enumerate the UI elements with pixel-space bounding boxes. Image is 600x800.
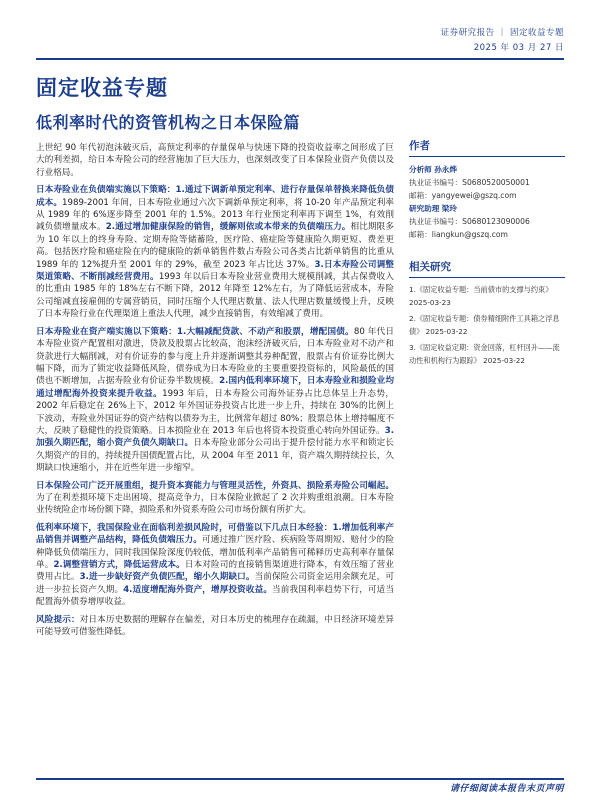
- author-name: 梁玲: [441, 204, 457, 213]
- main-body: [36, 142, 394, 643]
- author-email-link[interactable]: 邮箱：liangkun@gszq.com: [409, 230, 508, 239]
- restructuring-text: 为了在利差损环境下走出困境、提高竞争力，日本保险业掀起了 2 次并购重组浪潮。日本寿险业传统险企市场份额下降，损险系和外资系寿险公司市场份额有所扩大。: [36, 492, 394, 516]
- lessons-paragraph: [36, 522, 394, 609]
- author-title-row: [409, 163, 565, 176]
- lessons-bold-1: 低利率环境下，我国保险业在面临利差损风险时，可借鉴以下几点日本经验：1.增加低利率产品销售并调整产品结构，降低负债端压力。: [36, 522, 394, 546]
- author-name: 孙永烨: [434, 165, 457, 174]
- author-email-link[interactable]: 邮箱：yangyewei@gszq.com: [409, 191, 517, 200]
- asset-paragraph: [36, 326, 394, 475]
- risk-paragraph: [36, 614, 394, 639]
- liability-text-1: 1989-2001 年间，日本寿险业通过六次下调新单预定利率，将 10-20 年产品预定利率从 1989 年的 6%逐步降至 2001 年的 1.5%。2013 年行业预定利率再下调至 1%，有效削减负债增量成本。: [36, 197, 394, 233]
- asset-text-1: 80 年代日本寿险业资产配置相对激进，贷款及股票占比较高，泡沫经济破灭后，日本寿险业对不动产和贷款进行大幅削减，对有价证券的参与度上升并逐渐调整其券种配置，股票占有价证券比例大幅下降，而为了锁定收益降低风险，债券成为日本寿险业的主要重要投资标的，风险最低的国债也不断增加，占据寿险业有价证券半数规模。: [36, 326, 394, 387]
- liability-bold-1: 日本寿险业在负债端实施以下策略：1.通过下调新单预定利率、进行存量保单替换来降低负债成本。: [36, 185, 394, 208]
- lessons-text-1: 可通过推广医疗险、疾病险等周期短、赔付少的险种降低负债端压力，同时我国保险深度仍较低，增加低利率产品销售可稀释历史高利率存量保单。: [36, 535, 394, 570]
- risk-bold: 风险提示：: [36, 614, 80, 625]
- related-heading: 相关研究: [409, 259, 565, 278]
- related-report-link[interactable]: 1.《固定收益专题：当前债市的支撑与约束》 2025-03-23: [409, 285, 553, 307]
- report-subtitle: 低利率时代的资管机构之日本保险篇: [36, 113, 301, 132]
- intro-paragraph: 上世纪 90 年代初泡沫破灭后，高预定利率的存量保单与快速下降的投资收益率之间形成了巨大的利差损，给日本寿险公司的经营施加了巨大压力，也深刻改变了日本保险业资产负债以及行业格局。: [36, 143, 394, 178]
- page-footer: [0, 766, 600, 800]
- restructuring-paragraph: [36, 480, 394, 517]
- lessons-bold-3: 3.进一步缺好资产负债匹配，缩小久期缺口。: [79, 572, 255, 583]
- asset-text-2: 1993 年后，日本寿险公司海外证券占比总体呈上升态势，2002 年后稳定在 26%上下，2012 年外国证券投资占比进一步上升，持续在 30%的比例上下波动，寿险业外国证券的资产结构以债券为主，比例常年超过 80%；股票总体上增持幅度不大，反映了稳健性的投资策略。日本损险业在 2013 年后也将资本投资重心转向外国证券。: [36, 388, 394, 436]
- sidebar: [409, 138, 565, 371]
- lessons-bold-4: 4.适度增配海外资产，增厚投资收益。: [123, 584, 273, 595]
- asset-bold-3: 3.加强久期匹配，缩小资产负债久期缺口。: [36, 425, 394, 449]
- liability-bold-3: 3.日本寿险公司调整渠道策略、不断削减经营费用。: [36, 259, 394, 283]
- author-block-2: [409, 202, 565, 241]
- related-report-link[interactable]: 3.《固定收益定期：资金回落，杠杆回升——流动性和机构行为跟踪》 2025-03-22: [409, 343, 560, 365]
- liability-text-3: 1993 年以后日本寿险业营业费用大规模削减，其占保费收入的比重由 1985 年的 18%左右不断下降，2012 年降至 12%左右，为了降低运营成本，寿险公司缩减直接雇佣的专属营销员，同时压缩个人代理店数量、法人代理店数量缓慢上升，反映了日本寿险行业在代理渠道上重法人代理，减少直接销售，有效缩减了费用。: [36, 272, 394, 320]
- report-header: [441, 26, 564, 56]
- lessons-text-4: 当前我国利率趋势下行，可适当配置海外债券增厚收益。: [36, 584, 394, 608]
- liability-text-2: 相比期限多为 10 年以上的终身寿险、定期寿险等储蓄险，医疗险、癌症险等健康险久期更短、费差更高。包括医疗险和癌症险在内的健康险的新单销售件数占寿险公司各类占比新单销售的比重从 1989 年的 12%提升至 2001 年的 29%，截至 2023 年占比达 37%。: [36, 222, 394, 270]
- restructuring-bold: 日本保险公司广泛开展重组，提升资本赛能力与管理灵活性，外资具、损险系寿险公司崛起。: [36, 480, 394, 491]
- asset-bold-1: 日本寿险业在资产端实施以下策略：1.大幅减配贷款、不动产和股票，增配国债。: [36, 326, 354, 337]
- report-title: 固定收益专题: [36, 76, 168, 100]
- author-role: 研究助理: [409, 204, 440, 213]
- authors-heading: 作者: [409, 138, 565, 157]
- asset-text-3: 日本寿险业部分公司出于提升偿付能力水平和锁定长久期资产的目的，持续提升国债配置占比，从 2004 年至 2011 年，资产端久期持续拉长，久期缺口快速缩小，并在近些年进一步缩窄。: [36, 438, 394, 474]
- lessons-text-3: 当前保险公司资金运用余额充足，可进一步拉长资产久期。: [36, 572, 394, 595]
- author-cert: 执业证书编号：S0680520050001: [409, 178, 530, 187]
- report-category: 证券研究报告 ｜ 固定收益专题: [440, 28, 564, 38]
- footer-disclaimer: 请仔细阅读本报告末页声明: [449, 784, 564, 794]
- liability-bold-2: 2.通过增加健康保险的销售，缓解则依或本带来的负债端压力。: [105, 222, 351, 233]
- lessons-bold-2: 2.调整营销方式，降低运营成本。: [53, 560, 185, 570]
- author-role: 分析师: [409, 165, 432, 174]
- liability-paragraph: [36, 184, 394, 320]
- risk-text: 对日本历史数据的理解存在偏差，对日本历史的梳理存在疏漏，中日经济环境差异可能导致可借鉴性降低。: [36, 614, 394, 638]
- asset-bold-2: 2.国内低利率环境下，日本寿险业和损险业均通过增配海外投资来提升收益。: [36, 376, 394, 399]
- author-cert: 执业证书编号：S0680123090006: [409, 217, 530, 226]
- header-divider: [36, 58, 564, 60]
- author-block-1: [409, 163, 565, 202]
- report-date: 2025 年 03 月 27 日: [473, 43, 564, 53]
- footer-divider: [36, 778, 564, 780]
- lessons-text-2: 日本对险司的直接销售渠道进行降本，有效压缩了营业费用占比。: [36, 560, 394, 583]
- author-title-row: [409, 202, 565, 215]
- related-report-link[interactable]: 2.《固定收益专题：债券精细附件工具箱之浮息债》 2025-03-22: [409, 314, 560, 336]
